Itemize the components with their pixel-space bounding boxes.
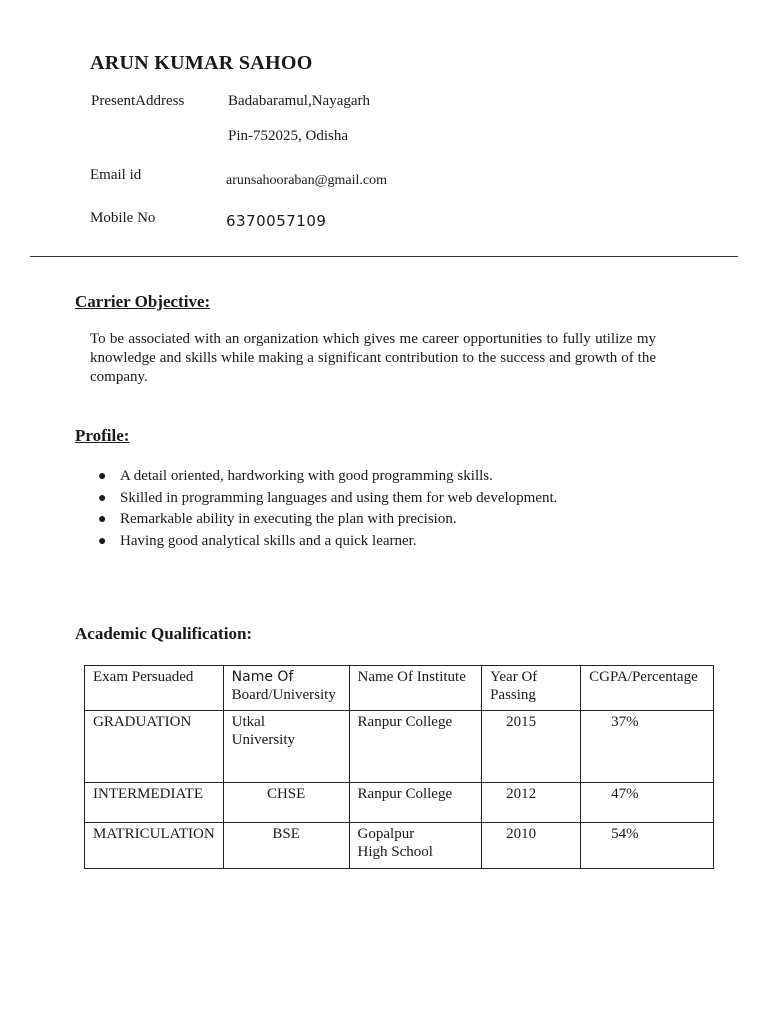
profile-item-text: Having good analytical skills and a quick learner. bbox=[120, 532, 417, 549]
list-item bbox=[98, 488, 557, 510]
candidate-name: ARUN KUMAR SAHOO bbox=[90, 52, 313, 74]
profile-item-text: A detail oriented, hardworking with good programming skills. bbox=[120, 468, 493, 484]
table-row bbox=[85, 823, 714, 869]
objective-text: To be associated with an organization which gives me career opportunities to fully utilize my knowledge and skills while making a significant contribution to the success and growth of the company. bbox=[90, 331, 656, 385]
header-board bbox=[223, 666, 349, 711]
academic-heading: Academic Qualification: bbox=[75, 624, 253, 643]
header-year-line1: Year Of bbox=[490, 669, 538, 685]
header-score: CGPA/Percentage bbox=[581, 666, 714, 711]
header-board-line2: Board/University bbox=[231, 687, 336, 703]
cell-board: BSE bbox=[223, 823, 349, 869]
header-year-line2: Passing bbox=[490, 687, 536, 703]
bullet-icon: ● bbox=[98, 469, 107, 484]
profile-item-text: Remarkable ability in executing the plan with precision. bbox=[120, 511, 457, 527]
academic-table bbox=[84, 665, 714, 869]
list-item bbox=[98, 531, 557, 553]
table-row bbox=[85, 711, 714, 783]
cell-institute bbox=[349, 823, 482, 869]
cell-year: 2010 bbox=[482, 823, 581, 869]
email-value: arunsahooraban@gmail.com bbox=[226, 173, 388, 188]
bullet-icon: ● bbox=[98, 533, 107, 549]
cell-year: 2015 bbox=[482, 711, 581, 783]
header-divider bbox=[30, 256, 738, 257]
cell-exam: MATRICULATION bbox=[85, 823, 224, 869]
cell-score: 54% bbox=[581, 823, 714, 869]
cell-institute-line2: High School bbox=[357, 844, 433, 860]
cell-year: 2012 bbox=[482, 783, 581, 823]
cell-board: CHSE bbox=[223, 783, 349, 823]
bullet-icon: ● bbox=[98, 490, 107, 506]
header-exam: Exam Persuaded bbox=[85, 666, 224, 711]
bullet-icon: ● bbox=[98, 512, 107, 527]
cell-score: 47% bbox=[581, 783, 714, 823]
profile-list bbox=[98, 466, 557, 552]
objective-heading: Carrier Objective: bbox=[75, 292, 211, 311]
profile-heading: Profile: bbox=[75, 426, 130, 445]
address-label: PresentAddress bbox=[91, 93, 185, 109]
cell-exam: GRADUATION bbox=[85, 711, 224, 783]
address-line-2: Pin-752025, Odisha bbox=[228, 128, 348, 144]
cell-institute: Ranpur College bbox=[349, 711, 482, 783]
cell-institute: Ranpur College bbox=[349, 783, 482, 823]
cell-exam: INTERMEDIATE bbox=[85, 783, 224, 823]
cell-board-line1: Utkal bbox=[231, 714, 265, 730]
profile-item-text: Skilled in programming languages and using them for web development. bbox=[120, 489, 558, 506]
cell-board bbox=[223, 711, 349, 783]
table-row bbox=[85, 783, 714, 823]
cell-board-line2: University bbox=[231, 732, 295, 748]
table-header-row bbox=[85, 666, 714, 711]
address-line-1: Badabaramul,Nayagarh bbox=[228, 93, 371, 109]
list-item bbox=[98, 509, 557, 531]
mobile-value: 6370057109 bbox=[226, 212, 327, 230]
list-item bbox=[98, 466, 557, 488]
cell-score: 37% bbox=[581, 711, 714, 783]
header-board-line1: Name Of bbox=[231, 669, 294, 685]
email-label: Email id bbox=[90, 167, 142, 183]
mobile-label: Mobile No bbox=[90, 210, 156, 226]
header-institute: Name Of Institute bbox=[349, 666, 482, 711]
header-year bbox=[482, 666, 581, 711]
cell-institute-line1: Gopalpur bbox=[357, 826, 415, 842]
